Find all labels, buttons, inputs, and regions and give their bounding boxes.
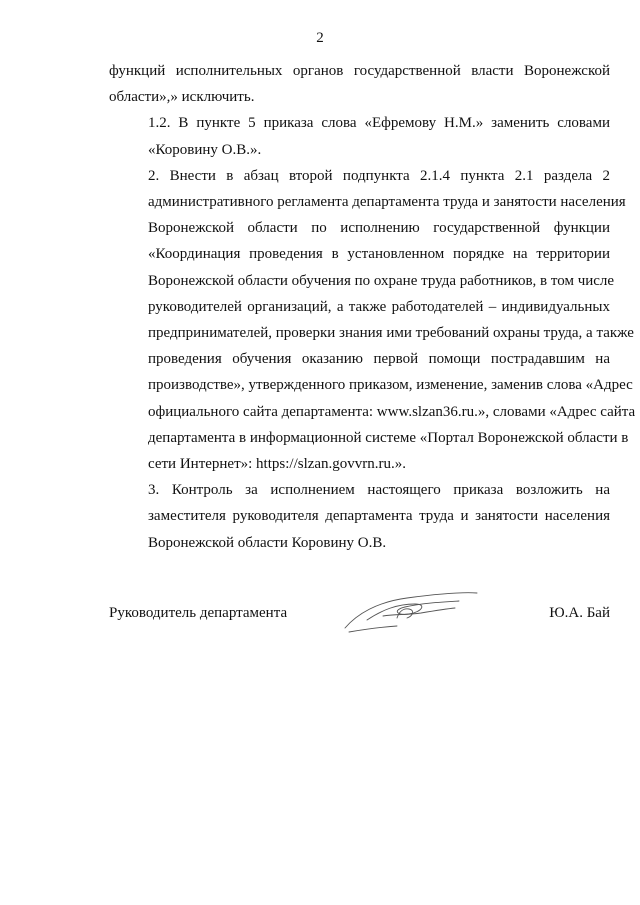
text-line: официального сайта департамента: www.slzan36.ru.», словами «Адрес сайта [148, 403, 636, 420]
paragraph-item-2 [109, 163, 636, 477]
text-line: производстве», утвержденного приказом, изменение, заменив слова «Адрес [148, 377, 633, 394]
signatory-title: Руководитель департамента [109, 605, 288, 621]
text-line: Воронежской области обучения по охране труда работников, в том числе [148, 272, 615, 289]
signatory-name: Ю.А. Бай [549, 605, 610, 621]
text-line: руководителей организаций, а также работодателей – индивидуальных [148, 298, 610, 315]
text-line: сети Интернет»: https://slzan.govvrn.ru.». [148, 456, 407, 473]
text-line: «Координация проведения в установленном порядке на территории [148, 246, 610, 263]
text-line: 1.2. В пункте 5 приказа слова «Ефремову Н.М.» заменить словами [148, 115, 610, 132]
text-line: 3. Контроль за исполнением настоящего приказа возложить на [148, 482, 610, 499]
handwritten-signature [337, 588, 487, 638]
text-line: Воронежской области по исполнению государственной функции [148, 220, 610, 237]
text-line: административного регламента департамента труда и занятости населения [148, 194, 626, 211]
text-line: 2. Внести в абзац второй подпункта 2.1.4 пункта 2.1 раздела 2 [148, 167, 610, 184]
document-body [109, 58, 636, 556]
text-line: функций исполнительных органов государственной власти Воронежской [109, 63, 610, 79]
paragraph-exclusion [109, 58, 610, 110]
page-number: 2 [316, 30, 324, 46]
signature-block [109, 600, 610, 650]
text-line: «Коровину О.В.». [148, 141, 262, 158]
text-line: области»,» исключить. [109, 89, 255, 106]
text-line: Воронежской области Коровину О.В. [148, 534, 387, 551]
text-line: проведения обучения оказанию первой помощи пострадавшим на [148, 351, 610, 368]
paragraph-item-3 [109, 477, 610, 556]
text-line: заместителя руководителя департамента труда и занятости населения [148, 508, 610, 525]
text-line: департамента в информационной системе «Портал Воронежской области в [148, 429, 629, 446]
text-line: предпринимателей, проверки знания ими требований охраны труда, а также [148, 325, 634, 342]
paragraph-item-1-2 [109, 110, 610, 162]
